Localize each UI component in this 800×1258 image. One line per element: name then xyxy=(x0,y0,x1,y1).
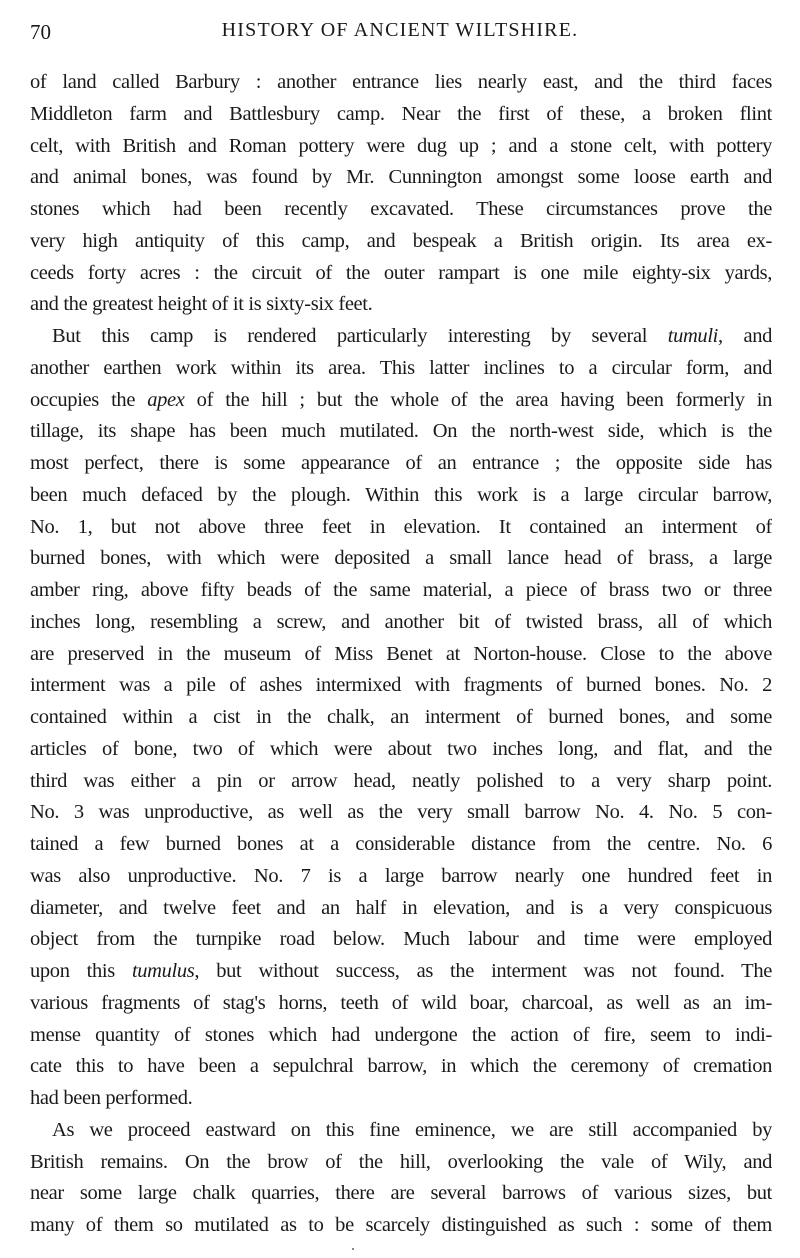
text-line: had been performed. xyxy=(30,1087,193,1109)
text-line: interment was a pile of ashes intermixed with fragments of burned bones. No. 2 xyxy=(30,674,772,697)
text-line xyxy=(30,321,772,353)
text-line: various fragments of stag's horns, teeth of wild boar, charcoal, as well as an im- xyxy=(30,991,772,1014)
text-line: No. 3 was unproductive, as well as the very small barrow No. 4. No. 5 con- xyxy=(30,801,772,824)
text-run: upon this xyxy=(30,960,132,982)
text-line: third was either a pin or arrow head, neatly polished to a very sharp point. xyxy=(30,769,772,792)
text-line: stones which had been recently excavated. These circumstances prove the xyxy=(30,198,772,220)
text-line: contained within a cist in the chalk, an interment of burned bones, and some xyxy=(30,706,772,728)
text-run: occupies the xyxy=(30,388,148,411)
text-line: been much defaced by the plough. Within this work is a large circular barrow, xyxy=(30,483,772,506)
page-header xyxy=(30,14,770,46)
text-run: But this camp is rendered particularly interesting by several xyxy=(52,325,668,347)
text-line: No. 1, but not above three feet in elevation. It contained an interment of xyxy=(30,515,772,538)
text-line: another earthen work within its area. This latter inclines to a circular form, and xyxy=(30,356,772,379)
italic-term: tumuli xyxy=(667,325,719,347)
italic-term: apex xyxy=(147,388,185,411)
text-line: most perfect, there is some appearance of an entrance ; the opposite side has xyxy=(30,452,772,474)
text-line xyxy=(30,956,772,988)
text-line: As we proceed eastward on this fine eminence, we are still accompanied by xyxy=(52,1118,772,1141)
text-line: are preserved in the museum of Miss Benet at Norton-house. Close to the above xyxy=(30,642,772,665)
text-line: and the greatest height of it is sixty-six feet. xyxy=(30,293,373,316)
text-line: near some large chalk quarries, there are several barrows of various sizes, but xyxy=(30,1182,772,1205)
text-run: of the hill ; but the whole of the area having been formerly in xyxy=(184,388,772,411)
paragraph xyxy=(30,321,772,1115)
scan-speck xyxy=(352,1248,354,1250)
text-line: Middleton farm and Battlesbury camp. Near the first of these, a broken flint xyxy=(30,102,772,125)
text-run: , but without success, as the interment was not found. The xyxy=(194,960,772,982)
text-line: cate this to have been a sepulchral barrow, in which the ceremony of cremation xyxy=(30,1055,772,1078)
text-line: tillage, its shape has been much mutilated. On the north-west side, which is the xyxy=(30,420,772,443)
text-line: British remains. On the brow of the hill, overlooking the vale of Wily, and xyxy=(30,1150,772,1173)
text-line: mense quantity of stones which had undergone the action of fire, seem to indi- xyxy=(30,1023,772,1046)
paragraph xyxy=(30,1115,772,1242)
paragraph xyxy=(30,67,772,321)
text-line: very high antiquity of this camp, and bespeak a British origin. Its area ex- xyxy=(30,229,772,252)
text-line: of land called Barbury : another entrance lies nearly east, and the third faces xyxy=(30,71,772,93)
text-line: inches long, resembling a screw, and another bit of twisted brass, all of which xyxy=(30,610,772,633)
text-line: amber ring, above fifty beads of the same material, a piece of brass two or three xyxy=(30,579,772,601)
page-number: 70 xyxy=(30,20,51,44)
text-line: articles of bone, two of which were about two inches long, and flat, and the xyxy=(30,737,772,760)
text-run: , and xyxy=(718,325,772,347)
text-line: diameter, and twelve feet and an half in elevation, and is a very conspicuous xyxy=(30,896,772,919)
text-line: and animal bones, was found by Mr. Cunnington amongst some loose earth and xyxy=(30,166,772,189)
text-line: celt, with British and Roman pottery were dug up ; and a stone celt, with pottery xyxy=(30,134,772,157)
text-line: tained a few burned bones at a considerable distance from the centre. No. 6 xyxy=(30,833,772,855)
text-line: many of them so mutilated as to be scarcely distinguished as such : some of them xyxy=(30,1214,772,1236)
running-title: HISTORY OF ANCIENT WILTSHIRE. xyxy=(221,19,579,41)
text-line: burned bones, with which were deposited a small lance head of brass, a large xyxy=(30,547,772,570)
text-line xyxy=(30,385,772,417)
text-line: was also unproductive. No. 7 is a large barrow nearly one hundred feet in xyxy=(30,864,772,887)
italic-term: tumulus xyxy=(131,960,195,982)
page-body xyxy=(30,67,772,1242)
text-line: ceeds forty acres : the circuit of the outer rampart is one mile eighty-six yards, xyxy=(30,261,772,284)
text-line: object from the turnpike road below. Much labour and time were employed xyxy=(30,928,772,951)
